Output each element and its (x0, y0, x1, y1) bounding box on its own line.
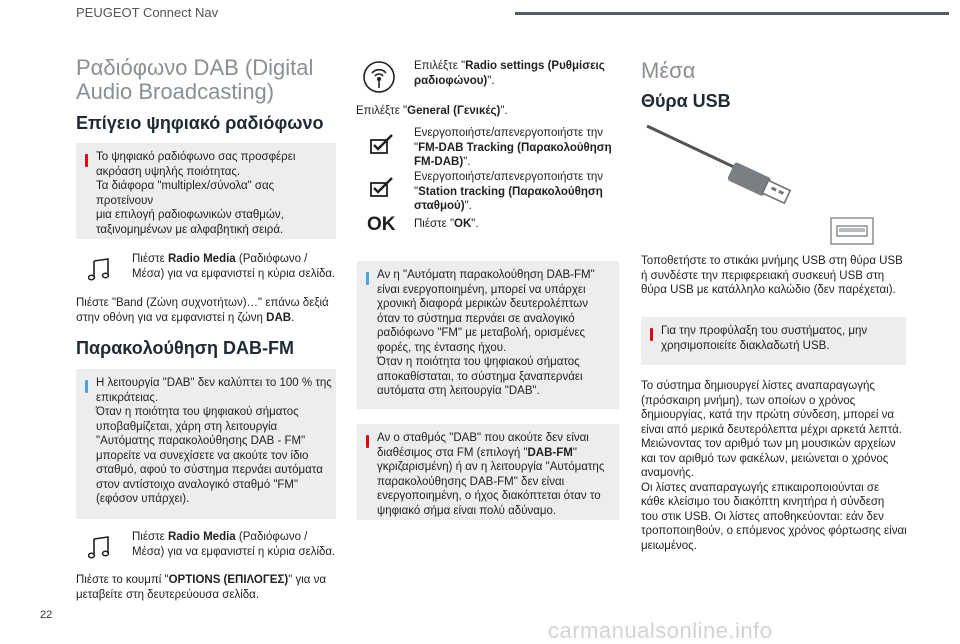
note-line: Το ψηφιακό ραδιόφωνο σας προσφέρει (96, 151, 296, 163)
header-title: PEUGEOT Connect Nav (76, 5, 219, 20)
note-line: "Αυτόματης παρακολούθησης DAB - FM" (96, 435, 306, 447)
usb-stick-illustration (641, 118, 911, 248)
note-line: ραδιόφωνο "FM" με μεταβολή, ορισμένες (377, 327, 586, 339)
warning-icon (85, 154, 88, 167)
paragraph-line: Οι λίστες αναπαραγωγής επικαιροποιούνται σε (641, 481, 880, 494)
fm-dab-tracking-label: FM-DAB Tracking (Παρακολούθηση (418, 141, 612, 154)
checkbox-icon (370, 133, 394, 155)
paragraph-line: είναι από μερικά δευτερόλεπτα μέχρι αρκετά λεπτά. (641, 423, 902, 436)
step-text-line2: Μέσα) για να εμφανιστεί η κύρια σελίδα. (132, 545, 336, 558)
ok-icon: OK (367, 214, 396, 235)
note-line: ψηφιακό σήμα είναι πολύ αδύναμο. (377, 504, 557, 517)
note-line: γκριζαρισμένη) ή αν η λειτουργία "Αυτόματης (377, 461, 605, 473)
ok-label: OK (454, 218, 472, 230)
warning-note-text (377, 431, 615, 518)
ok-step (414, 217, 614, 232)
note-line: Τα διάφορα "multiplex/σύνολα" σας προτείνουν (96, 180, 275, 207)
step-text: Πιέστε " (414, 218, 455, 230)
note-line: στον αντίστοιχο αναλογικό σταθμό "FM" (96, 478, 299, 491)
info-icon (366, 272, 369, 285)
station-tracking-label: σταθμού) (414, 200, 465, 212)
step-text-line2: Μέσα) για να εμφανιστεί η κύρια σελίδα. (132, 267, 336, 280)
playlist-paragraph (641, 379, 926, 553)
step-text: " (414, 141, 419, 154)
step-text: ". (500, 105, 508, 117)
radio-settings-step (414, 59, 614, 88)
warning-note-text (661, 324, 901, 353)
step-text: Πιέστε (132, 253, 168, 265)
station-tracking-label: Station tracking (Παρακολούθηση (418, 185, 603, 198)
station-tracking-step (414, 170, 624, 214)
info-icon (85, 380, 88, 393)
info-note-text (377, 268, 615, 399)
checkbox-icon (370, 176, 394, 198)
note-line: ενεργοποιημένη, ο ήχος διακόπτεται όταν το (377, 490, 601, 502)
note-line: ταξινομημένων με αλφαβητική σειρά. (96, 223, 284, 236)
step-open-radio-media-2 (132, 530, 342, 559)
paragraph-line: αναμονής. (641, 467, 694, 479)
note-line: μια επιλογή ραδιοφωνικών σταθμών, (96, 209, 284, 221)
music-note-icon (88, 536, 110, 560)
paragraph-line: του στικ USB. Οι λίστες αποθηκεύονται: εάν δεν (641, 510, 884, 523)
options-instruction-line2: μεταβείτε στη δευτερεύουσα σελίδα. (76, 588, 260, 601)
header-bar (515, 12, 949, 15)
note-line: (εφόσον υπάρχει). (96, 493, 190, 505)
note-line: όταν το σύστημα περνάει σε αναλογικό (377, 312, 575, 325)
paragraph-line: τροποποιηθούν, ο επόμενος χρόνος φόρτωσης είναι (641, 525, 907, 537)
note-line: χρονική διαφορά μερικών δευτερολέπτων (377, 298, 588, 310)
paragraph-line: θύρα USB με κατάλληλο καλώδιο (δεν παρέχεται). (641, 284, 896, 296)
warning-icon (366, 435, 369, 448)
note-line: ακρόαση υψηλής ποιότητας. (96, 165, 241, 178)
page-title-line1: Ραδιόφωνο DAB (Digital (76, 55, 314, 80)
step-text: ". (464, 200, 472, 212)
options-instruction-text: Πιέστε το κουμπί " (76, 574, 169, 586)
note-line: φορές, της έντασης ήχου. (377, 341, 507, 354)
dab-fm-label: DAB-FM (527, 446, 573, 459)
note-line: παρακολούθησης DAB-FM" δεν είναι (377, 475, 565, 488)
paragraph-line: Το σύστημα δημιουργεί λίστες αναπαραγωγής (641, 380, 875, 392)
fm-dab-tracking-label: FM-DAB) (414, 156, 464, 168)
note-line: Για την προφύλαξη του συστήματος, μην (661, 325, 868, 337)
step-text: ". (463, 156, 471, 168)
info-note-auto-tracking (357, 261, 619, 409)
options-instruction (76, 573, 346, 602)
usb-insert-paragraph (641, 254, 921, 298)
paragraph-line: κάθε κλείσιμο του διακόπτη κινητήρα ή σύνδεση (641, 496, 885, 508)
step-text: Πιέστε (132, 531, 168, 543)
warning-icon (650, 328, 653, 341)
note-line: υποβαθμίζεται, χάρη στη λειτουργία (96, 420, 278, 433)
note-line: αποκαθίσταται, το σύστημα ξαναπερνάει (377, 370, 583, 383)
note-line: επικράτειας. (96, 391, 159, 404)
step-text: ". (487, 74, 495, 87)
warning-note-digital-radio (76, 143, 336, 239)
warning-note-usb-hub (641, 317, 906, 365)
media-title: Μέσα (641, 58, 696, 83)
step-open-radio-media (132, 252, 342, 281)
paragraph-line: και τον αριθμό των φακέλων, μειώνεται ο χρόνος (641, 452, 889, 465)
note-line: σταθμό, αφού το σύστημα περνάει αυτόματα (96, 464, 323, 476)
step-text: " (414, 185, 419, 198)
note-line: Αν ο σταθμός "DAB" που ακούτε δεν είναι (377, 432, 589, 444)
radio-settings-label: ραδιοφώνου) (414, 74, 488, 87)
page-title-line2: Audio Broadcasting) (76, 79, 275, 104)
band-instruction (76, 296, 346, 325)
step-text: Ενεργοποιήστε/απενεργοποιήστε την (414, 127, 604, 139)
section-title-terrestrial: Επίγειο ψηφιακό ραδιόφωνο (76, 113, 324, 133)
radio-media-label: Radio Media (167, 253, 236, 265)
step-text: Επιλέξτε " (356, 105, 408, 117)
paragraph-line: δημιουργίας, κατά την πρώτη σύνδεση, μπορεί να (641, 409, 895, 421)
step-text: Επιλέξτε " (414, 60, 466, 72)
radio-settings-label: Radio settings (Ρυθμίσεις (465, 60, 605, 72)
step-text: (Ραδιόφωνο / (235, 253, 308, 265)
note-line: μπορείτε να συνεχίσετε να ακούτε τον ίδιο (96, 449, 309, 462)
note-line: αυτόματα στη λειτουργία "DAB". (377, 385, 540, 397)
note-text: " (572, 446, 577, 459)
options-label: OPTIONS (ΕΠΙΛΟΓΕΣ) (168, 574, 289, 586)
band-instruction-text: . (291, 311, 295, 324)
note-line: Όταν η ποιότητα του ψηφιακού σήματος (377, 356, 580, 368)
general-step (356, 104, 616, 119)
radio-settings-icon (362, 60, 396, 94)
paragraph-line: Μειώνοντας τον αριθμό των μη μουσικών αρχείων (641, 438, 896, 450)
note-line: χρησιμοποιείτε διακλαδωτή USB. (661, 339, 830, 352)
note-line: Αν η "Αυτόματη παρακολούθηση DAB-FM" (377, 269, 595, 281)
info-note-dab-coverage (76, 369, 336, 519)
page-number: 22 (40, 609, 53, 621)
general-label: General (Γενικές) (407, 105, 501, 117)
band-instruction-line1: Πιέστε "Band (Ζώνη συχνοτήτων)…" επάνω δεξιά (76, 297, 329, 309)
step-text: Ενεργοποιήστε/απενεργοποιήστε την (414, 171, 604, 183)
radio-media-label: Radio Media (167, 531, 236, 543)
paragraph-line: ή συνδέστε την περιφερειακή συσκευή USB στη (641, 269, 885, 282)
dab-label: DAB (266, 311, 292, 324)
info-note-text (96, 376, 332, 507)
page-title (76, 56, 356, 104)
note-text: διαθέσιμος στα FM (επιλογή " (377, 446, 528, 459)
step-text: ". (471, 218, 479, 230)
fm-dab-tracking-step (414, 126, 624, 170)
music-note-icon (88, 258, 110, 282)
options-instruction-text: " για να (288, 574, 327, 586)
section-title-usb-port: Θύρα USB (641, 91, 731, 111)
watermark: carmanualsonline.info (548, 618, 773, 643)
paragraph-line: Τοποθετήστε το στικάκι μνήμης USB στη θύρα USB (641, 255, 903, 267)
note-line: είναι ενεργοποιημένη, μπορεί να υπάρχει (377, 283, 586, 296)
paragraph-line: μειωμένος. (641, 539, 697, 552)
step-text: (Ραδιόφωνο / (235, 531, 308, 543)
warning-note-dab-unavailable (357, 424, 619, 520)
warning-note-text (96, 150, 332, 237)
note-line: Όταν η ποιότητα του ψηφιακού σήματος (96, 406, 299, 418)
note-line: Η λειτουργία "DAB" δεν καλύπτει το 100 % της (96, 377, 332, 389)
band-instruction-text: στην οθόνη για να εμφανιστεί η ζώνη (76, 311, 267, 324)
section-title-dab-fm: Παρακολούθηση DAB-FM (76, 338, 294, 358)
paragraph-line: (πρόσκαιρη μνήμη), των οποίων ο χρόνος (641, 394, 856, 407)
